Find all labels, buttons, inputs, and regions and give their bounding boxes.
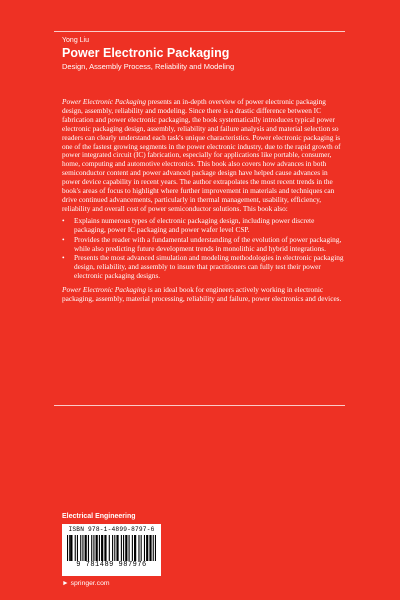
barcode-bar (114, 535, 115, 561)
barcode-bar (93, 535, 94, 561)
barcode-bar (155, 535, 156, 561)
barcode-bar (101, 535, 103, 561)
barcode-bar (141, 535, 142, 561)
barcode-bar (125, 535, 127, 561)
list-item (62, 254, 346, 281)
subject-category: Electrical Engineering (62, 513, 136, 520)
barcode-bar (153, 535, 154, 561)
bullet-icon: • (62, 253, 65, 263)
isbn-number: ISBN 978-1-4899-8797-6 (68, 526, 155, 533)
barcode-bar (129, 535, 130, 561)
barcode-bar (70, 535, 72, 561)
barcode-panel (62, 524, 161, 576)
book-title: Power Electronic Packaging (62, 46, 230, 60)
top-rule (54, 31, 345, 32)
barcode-bar (96, 535, 98, 561)
barcode-bar (82, 535, 83, 561)
barcode-bar (112, 535, 113, 561)
barcode-icon (66, 535, 157, 561)
barcode-bar (99, 535, 100, 561)
intro-paragraph (62, 98, 346, 214)
closing-title: Power Electronic Packaging (62, 285, 147, 295)
list-item-text: Provides the reader with a fundamental understanding of the evolution of power packaging, while also predicting future development trends in monolithic and hybrid integrations. (74, 234, 342, 253)
closing-text: is an ideal book for engineers actively working in electronic packaging, assembly, material processing, reliability and failure, power electronics and devices. (62, 285, 342, 304)
barcode-bar (69, 535, 70, 561)
list-item (62, 217, 346, 235)
barcode-bar (109, 535, 110, 561)
intro-text: presents an in-depth overview of power electronic packaging design, assembly, reliability and modeling. Since there is a drastic difference between IC fabrication and power electronic packaging, the book systematically introduces typical power electronic packaging design, assembly, reliability and failure analysis and material selection so readers can clearly understand each task's unique characteristics. Power electronic packaging is one of the fastest growing segments in the power electronic industry, due to the rapid growth of power integrated circuit (IC) fabrication, especially for applications like portable, consumer, home, computing and automotive electronics. This book also covers how advances in both semiconductor content and power advanced package design have helped cause advances in power device capability in recent years. The author extrapolates the most recent trends in the book's areas of focus to highlight where further improvement in materials and techniques can drive continued advancements, particularly in thermal management, usability, efficiency, reliability and overall cost of power semiconductor solutions. This book also: (62, 97, 341, 213)
barcode-bar (123, 535, 124, 561)
cover-header (62, 36, 362, 72)
barcode-bar (116, 535, 118, 561)
list-item (62, 236, 346, 254)
barcode-bar (144, 535, 145, 561)
ean-number: 9 781489 987976 (76, 561, 147, 569)
bullet-icon: • (62, 234, 65, 244)
barcode-bar (88, 535, 89, 561)
barcode-bar (67, 535, 68, 561)
barcode-bar (75, 535, 76, 561)
author-name: Yong Liu (62, 37, 89, 44)
list-item-text: Explains numerous types of electronic packaging design, including power discrete packaging, power IC packaging and power wafer level CSP. (74, 215, 315, 234)
barcode-bar (104, 535, 106, 561)
list-item-text: Presents the most advanced simulation and modeling methodologies in electronic packaging design, reliability, and assembly to insure that practitioners can fully test their power electronic packaging designs. (74, 253, 344, 281)
intro-title: Power Electronic Packaging (62, 97, 147, 106)
barcode-bar (134, 535, 136, 561)
bottom-rule (54, 405, 345, 406)
barcode-bar (149, 535, 151, 561)
bullet-icon: • (62, 215, 65, 225)
feature-list (62, 217, 346, 281)
barcode-bar (146, 535, 148, 561)
barcode-bar (121, 535, 122, 561)
barcode-bar (138, 535, 139, 561)
publisher-link[interactable]: ► springer.com (62, 580, 110, 587)
barcode-bar (80, 535, 81, 561)
book-description (62, 98, 346, 304)
barcode-bar (85, 535, 87, 561)
barcode-bar (91, 535, 92, 561)
closing-paragraph (62, 286, 346, 304)
barcode-bar (77, 535, 78, 561)
book-subtitle: Design, Assembly Process, Reliability and Modeling (62, 62, 235, 71)
barcode-bar (132, 535, 133, 561)
